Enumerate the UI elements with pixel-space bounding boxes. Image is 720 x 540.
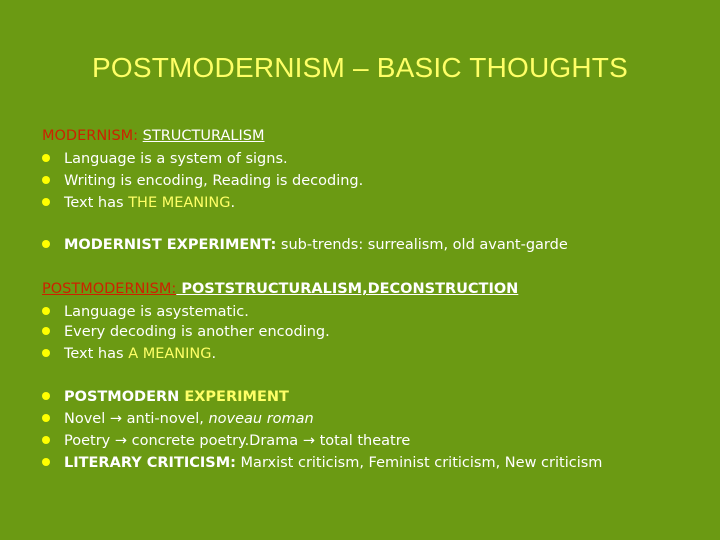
literary-criticism-label: LITERARY CRITICISM: xyxy=(64,455,236,471)
arrow-icon: → xyxy=(109,411,123,427)
list-item: Text has A MEANING. xyxy=(42,345,216,363)
list-item: Language is a system of signs. xyxy=(42,150,288,168)
bullet-icon xyxy=(42,240,50,248)
bullet-icon xyxy=(42,414,50,422)
list-item: LITERARY CRITICISM: Marxist criticism, Feminist criticism, New criticism xyxy=(42,454,602,472)
list-item: MODERNIST EXPERIMENT: sub-trends: surrealism, old avant-garde xyxy=(42,236,568,254)
bullet-icon xyxy=(42,349,50,357)
bullet-icon xyxy=(42,327,50,335)
poststructuralism-term: POSTSTRUCTURALISM,DECONSTRUCTION xyxy=(176,281,519,297)
bullet-icon xyxy=(42,458,50,466)
list-item: Every decoding is another encoding. xyxy=(42,323,330,341)
arrow-icon: → xyxy=(302,433,315,449)
structuralism-term: STRUCTURALISM xyxy=(142,128,265,144)
bullet-icon xyxy=(42,198,50,206)
list-item: POSTMODERN EXPERIMENT xyxy=(42,388,289,406)
modernism-label: MODERNISM: xyxy=(42,128,139,144)
list-item: Writing is encoding, Reading is decoding. xyxy=(42,172,363,190)
bullet-icon xyxy=(42,392,50,400)
modernism-heading xyxy=(42,127,265,145)
bullet-icon xyxy=(42,307,50,315)
list-item: Novel → anti-novel, noveau roman xyxy=(42,410,314,428)
bullet-icon xyxy=(42,176,50,184)
slide-title: POSTMODERNISM – BASIC THOUGHTS xyxy=(92,52,628,83)
arrow-icon: → xyxy=(114,433,128,449)
postmodernism-label: POSTMODERNISM: xyxy=(42,281,177,297)
the-meaning: THE MEANING xyxy=(128,195,231,211)
bullet-icon xyxy=(42,154,50,162)
list-item: Language is asystematic. xyxy=(42,303,249,321)
a-meaning: A MEANING xyxy=(128,346,212,362)
bullet-icon xyxy=(42,436,50,444)
list-item: Text has THE MEANING. xyxy=(42,194,235,212)
modernist-experiment-label: MODERNIST EXPERIMENT: xyxy=(64,237,277,253)
postmodernism-heading xyxy=(42,280,518,298)
list-item: Poetry → concrete poetry.Drama → total theatre xyxy=(42,432,410,450)
